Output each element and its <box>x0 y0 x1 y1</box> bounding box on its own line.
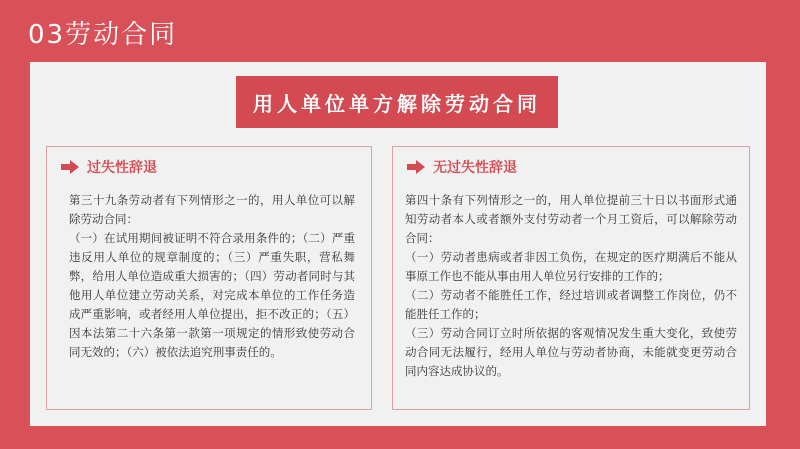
arrow-right-icon <box>61 160 79 174</box>
card-paragraph: （一）劳动者患病或者非因工负伤，在规定的医疗期满后不能从事原工作也不能从事由用人单位另行安排的工作的； <box>405 250 737 283</box>
content-panel <box>30 62 766 426</box>
card-no-fault-dismissal <box>392 146 750 410</box>
arrow-right-icon <box>407 160 425 174</box>
banner-title: 用人单位单方解除劳动合同 <box>236 76 558 128</box>
card-paragraph: 第四十条有下列情形之一的，用人单位提前三十日以书面形式通知劳动者本人或者额外支付劳动者一个月工资后，可以解除劳动合同： <box>405 193 737 245</box>
card-body <box>47 177 371 362</box>
slide-title: 03劳动合同 <box>28 20 178 50</box>
card-paragraph: （三）劳动合同订立时所依据的客观情况发生重大变化，致使劳动合同无法履行，经用人单位与劳动者协商，未能就变更劳动合同内容达成协议的。 <box>405 326 737 378</box>
card-title: 过失性辞退 <box>87 160 157 176</box>
card-fault-dismissal <box>46 146 372 410</box>
card-paragraph: （一）在试用期间被证明不符合录用条件的；（二）严重违反用人单位的规章制度的；（三）严重失职，营私舞弊，给用人单位造成重大损害的；（四）劳动者同时与其他用人单位建立劳动关系，对完成本单位的工作任务造成严重影响，或者经用人单位提出，拒不改正的；（五）因本法第二十六条第一款第一项规定的情形致使劳动合同无效的；（六）被依法追究刑事责任的。 <box>69 231 355 359</box>
card-header <box>47 147 371 177</box>
card-paragraph: 第三十九条劳动者有下列情形之一的，用人单位可以解除劳动合同： <box>69 193 355 226</box>
card-title: 无过失性辞退 <box>433 160 517 176</box>
card-header <box>393 147 749 177</box>
card-body <box>393 177 749 381</box>
card-paragraph: （二）劳动者不能胜任工作，经过培训或者调整工作岗位，仍不能胜任工作的； <box>405 288 737 321</box>
